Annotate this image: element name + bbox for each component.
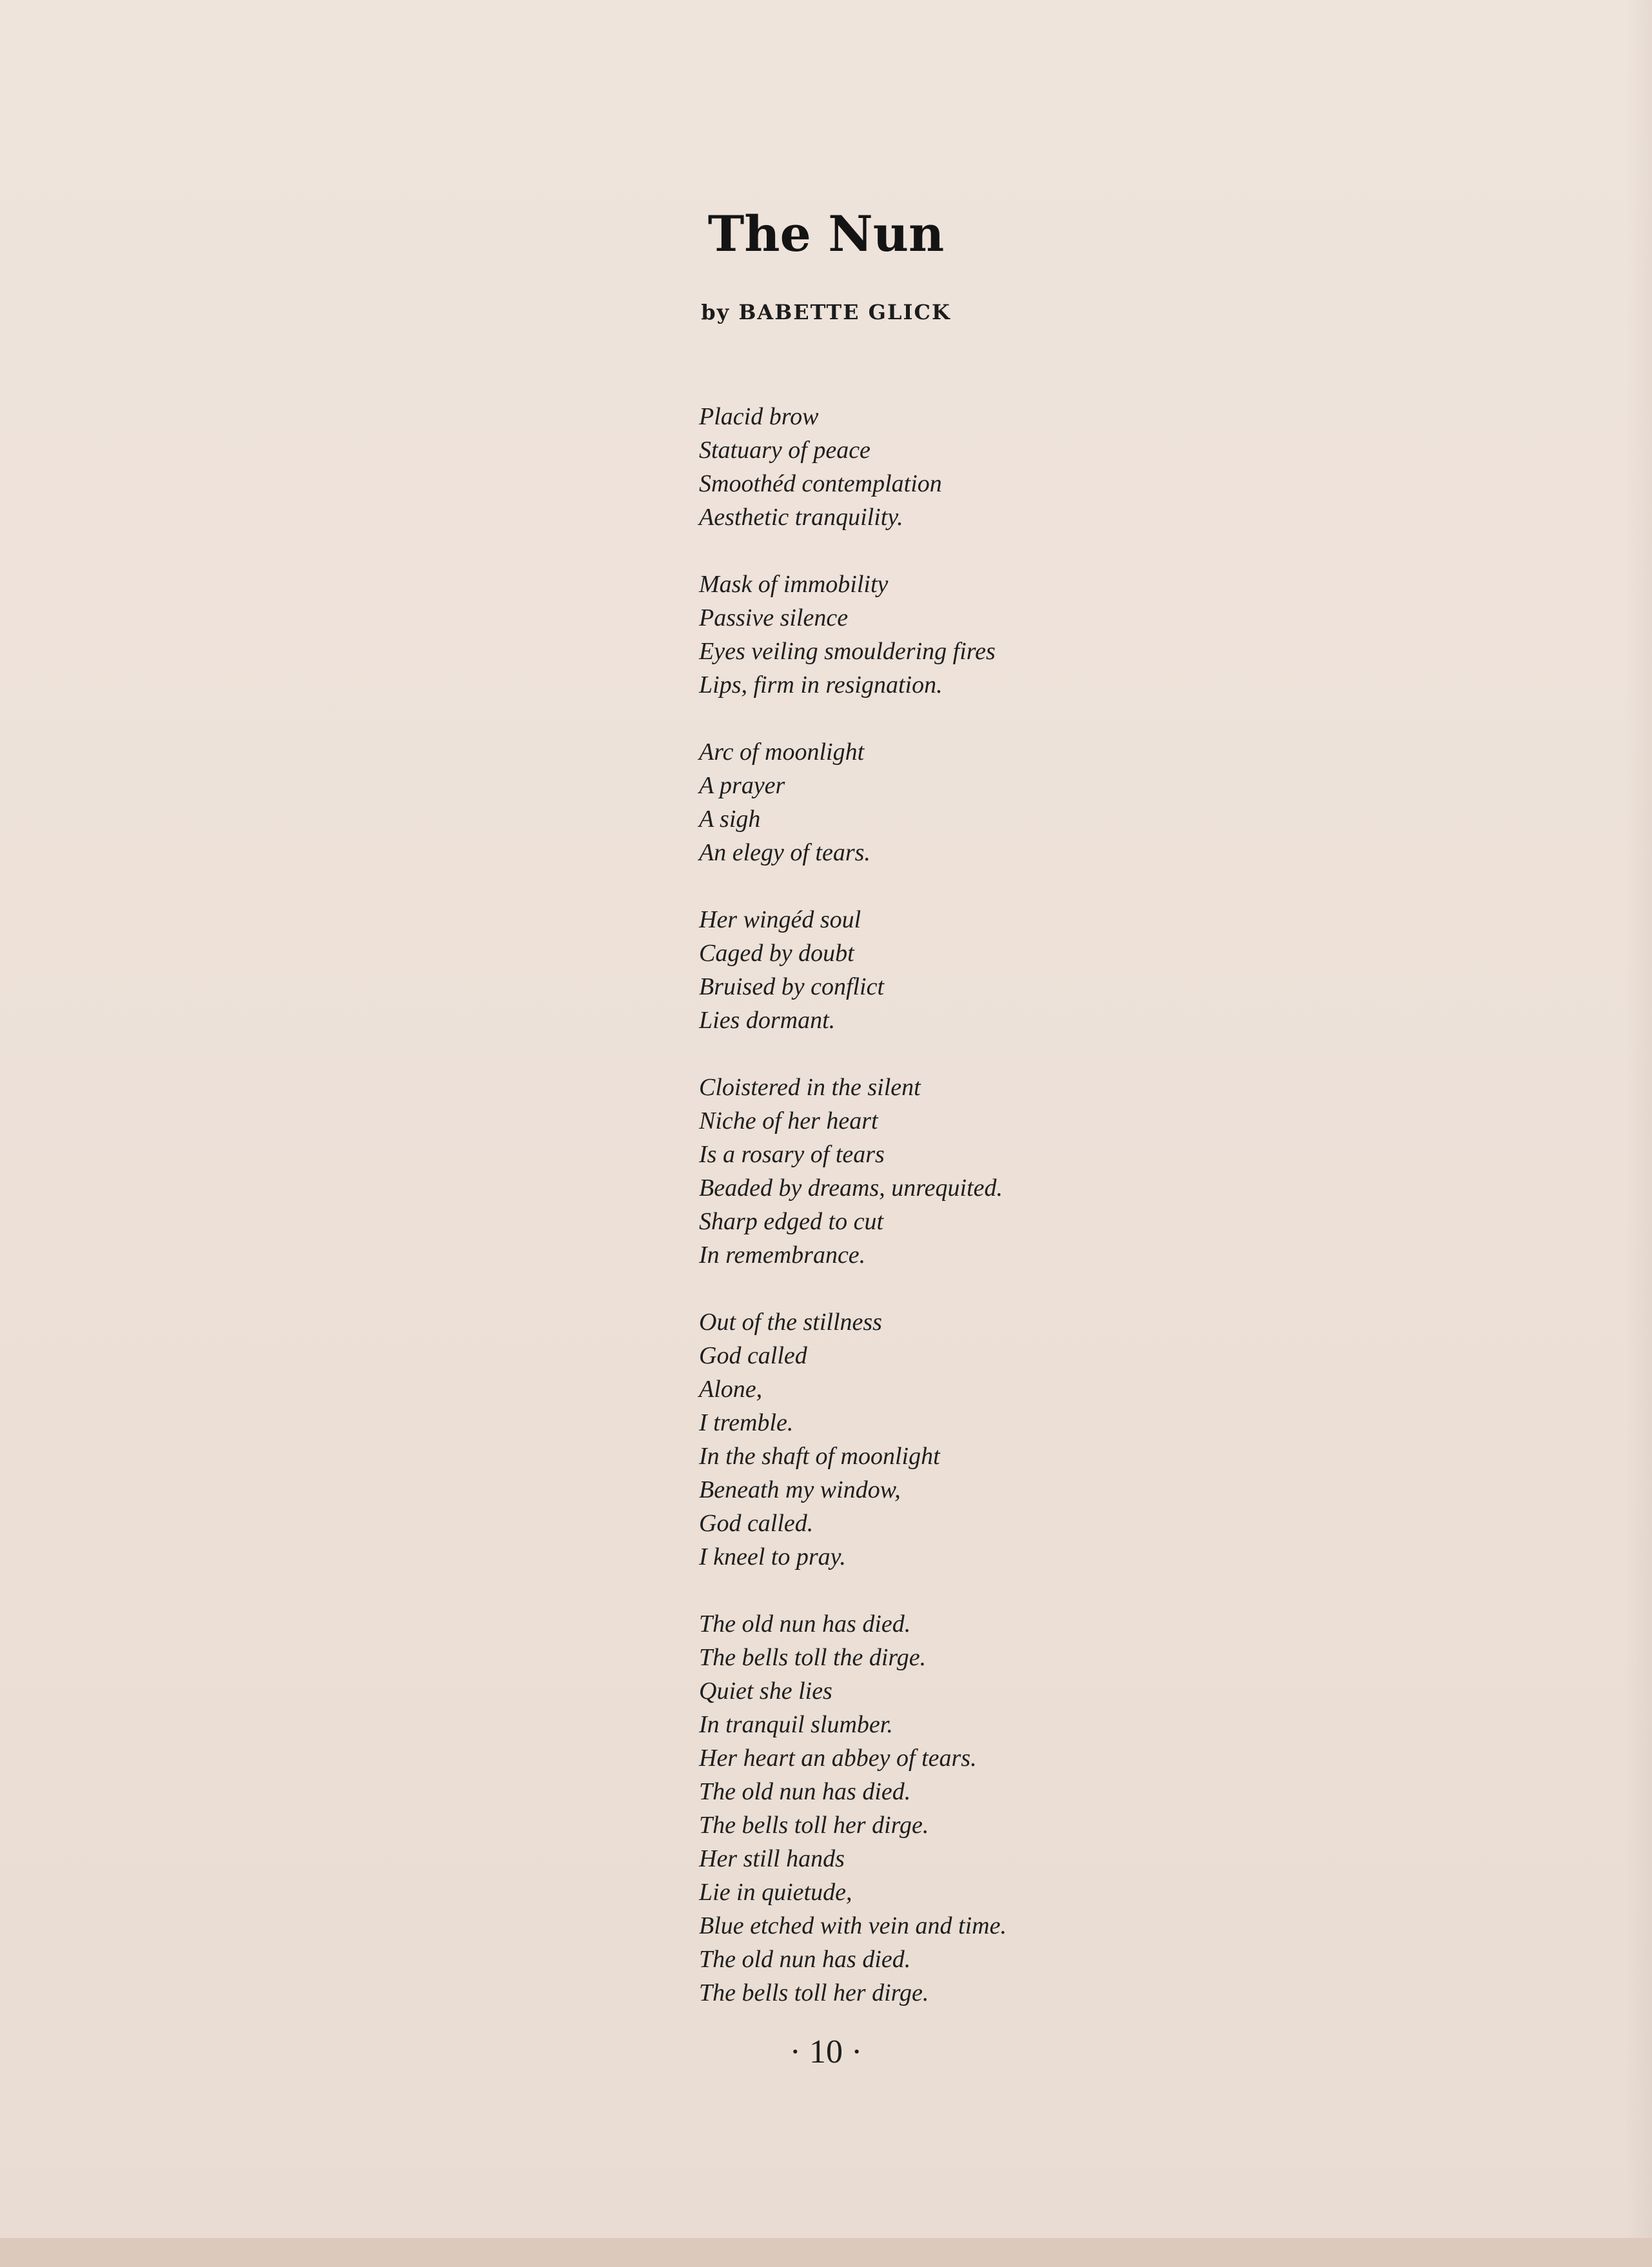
stanza-1 — [699, 400, 1511, 534]
poem-line: In tranquil slumber. — [699, 1711, 893, 1738]
poem-line: Cloistered in the silent — [699, 1074, 921, 1101]
poem-line: Beneath my window, — [699, 1476, 901, 1503]
poem-line: God called — [699, 1342, 807, 1369]
poem-line: Blue etched with vein and time. — [699, 1912, 1007, 1939]
poem-line: Placid brow — [699, 403, 819, 430]
stanza-3 — [699, 735, 1511, 869]
stanza-6 — [699, 1305, 1511, 1574]
poem-line: In remembrance. — [699, 1242, 866, 1269]
poem-line: A sigh — [699, 806, 761, 833]
stanza-4 — [699, 903, 1511, 1037]
poem-line: God called. — [699, 1510, 814, 1537]
poem-line: The old nun has died. — [699, 1778, 911, 1805]
poem-line: Aesthetic tranquility. — [699, 504, 903, 531]
poem-line: Sharp edged to cut — [699, 1208, 884, 1235]
poem-line: The bells toll the dirge. — [699, 1644, 927, 1671]
poem-line: Lie in quietude, — [699, 1879, 852, 1906]
poem-line: Arc of moonlight — [699, 738, 865, 766]
poem-line: Alone, — [699, 1376, 763, 1403]
poem-line: The bells toll her dirge. — [699, 1812, 929, 1839]
page-edge-shadow — [1625, 0, 1652, 2238]
poem-line: Out of the stillness — [699, 1309, 882, 1336]
stanza-2 — [699, 568, 1511, 702]
poem-line: Lies dormant. — [699, 1007, 836, 1034]
poem-line: Bruised by conflict — [699, 973, 885, 1000]
poem-line: Niche of her heart — [699, 1107, 878, 1134]
poem-author: by BABETTE GLICK — [701, 300, 951, 324]
page-bottom-edge — [0, 2238, 1652, 2267]
stanza-7 — [699, 1607, 1511, 2010]
poem-line: Lips, firm in resignation. — [699, 671, 943, 698]
poem-line: I tremble. — [699, 1409, 794, 1436]
poem-line: Her wingéd soul — [699, 906, 861, 933]
stanza-5 — [699, 1071, 1511, 1272]
poem-title: The Nun — [707, 205, 945, 262]
poem-line: Caged by doubt — [699, 940, 854, 967]
poem-line: Eyes veiling smouldering fires — [699, 638, 996, 665]
poem-line: Passive silence — [699, 604, 849, 631]
poem-line: Mask of immobility — [699, 571, 889, 598]
poem-line: In the shaft of moonlight — [699, 1443, 940, 1470]
page-number: · 10 · — [789, 2034, 863, 2070]
poem-line: An elegy of tears. — [699, 839, 870, 866]
poem-line: Is a rosary of tears — [699, 1141, 885, 1168]
poem-line: Her still hands — [699, 1845, 845, 1872]
poem-line: The old nun has died. — [699, 1946, 911, 1973]
poem-line: The bells toll her dirge. — [699, 1979, 929, 2006]
poem-line: Her heart an abbey of tears. — [699, 1745, 977, 1772]
poem-line: Quiet she lies — [699, 1678, 832, 1705]
poem-line: The old nun has died. — [699, 1610, 911, 1638]
poem-line: I kneel to pray. — [699, 1543, 846, 1570]
poem-line: Smoothéd contemplation — [699, 470, 942, 497]
poem-line: Statuary of peace — [699, 437, 870, 464]
poem-line: A prayer — [699, 772, 785, 799]
poem-body — [699, 400, 1511, 2043]
poem-line: Beaded by dreams, unrequited. — [699, 1174, 1003, 1202]
